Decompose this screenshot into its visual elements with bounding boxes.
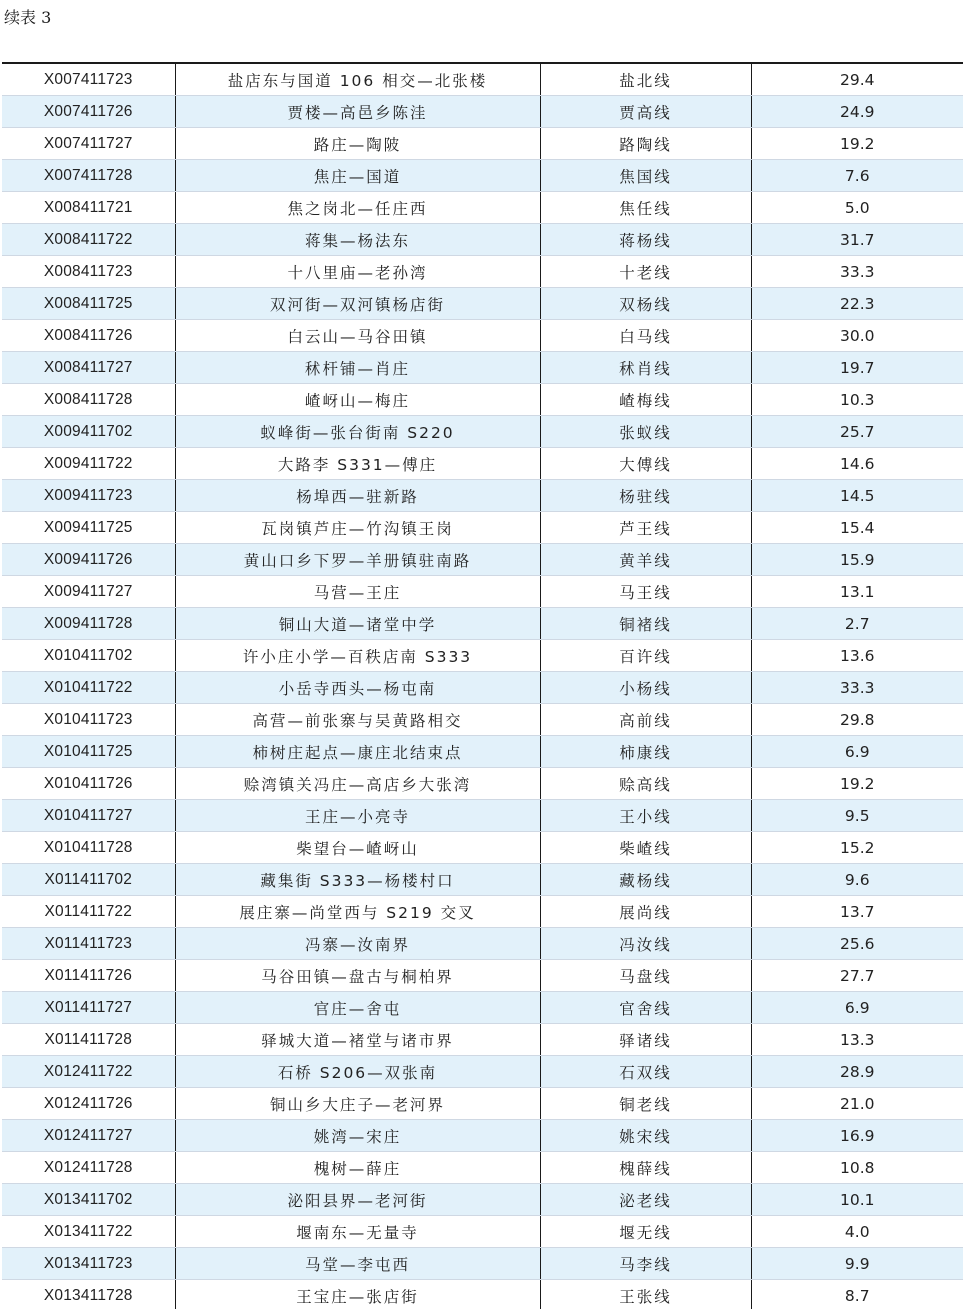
route-start-end-cell: 焦之岗北—任庄西 <box>175 192 540 224</box>
route-length-cell: 2.7 <box>751 608 963 640</box>
route-name-cell: 嵖梅线 <box>540 384 751 416</box>
route-name-cell: 铜褚线 <box>540 608 751 640</box>
route-start-end-cell: 杨埠西—驻新路 <box>175 480 540 512</box>
route-length-cell: 29.4 <box>751 64 963 96</box>
route-start-end-cell: 官庄—舍屯 <box>175 992 540 1024</box>
table-row <box>2 192 963 224</box>
table-row <box>2 672 963 704</box>
route-name-cell: 双杨线 <box>540 288 751 320</box>
route-length-cell: 31.7 <box>751 224 963 256</box>
route-length-cell: 13.1 <box>751 576 963 608</box>
route-length-cell: 24.9 <box>751 96 963 128</box>
route-length-cell: 29.8 <box>751 704 963 736</box>
route-length-cell: 6.9 <box>751 992 963 1024</box>
route-name-cell: 马李线 <box>540 1248 751 1280</box>
route-name-cell: 泌老线 <box>540 1184 751 1216</box>
route-code-cell: X012411727 <box>2 1120 175 1152</box>
route-name-cell: 展尚线 <box>540 896 751 928</box>
route-start-end-cell: 双河街—双河镇杨店街 <box>175 288 540 320</box>
table-row <box>2 1088 963 1120</box>
route-name-cell: 路陶线 <box>540 128 751 160</box>
route-start-end-cell: 泌阳县界—老河街 <box>175 1184 540 1216</box>
table-row <box>2 256 963 288</box>
route-length-cell: 25.7 <box>751 416 963 448</box>
route-name-cell: 张蚁线 <box>540 416 751 448</box>
route-code-cell: X013411723 <box>2 1248 175 1280</box>
table-row <box>2 832 963 864</box>
route-length-cell: 13.6 <box>751 640 963 672</box>
route-name-cell: 杨驻线 <box>540 480 751 512</box>
route-name-cell: 芦王线 <box>540 512 751 544</box>
route-code-cell: X013411728 <box>43 1286 133 1304</box>
route-code-cell: X010411722 <box>2 672 175 704</box>
route-code-cell: X007411726 <box>2 96 175 128</box>
route-length-cell: 30.0 <box>751 320 963 352</box>
table-row <box>2 128 963 160</box>
route-length-cell: 13.3 <box>751 1024 963 1056</box>
table-row <box>2 448 963 480</box>
road-table <box>2 64 963 1309</box>
route-name-cell: 赊高线 <box>540 768 751 800</box>
route-length-cell: 19.2 <box>751 768 963 800</box>
route-start-end-cell: 马堂—李屯西 <box>175 1248 540 1280</box>
route-length-cell: 21.0 <box>751 1088 963 1120</box>
road-table-container <box>2 62 963 1309</box>
route-name-cell: 柿康线 <box>540 736 751 768</box>
route-code-cell: X009411723 <box>2 480 175 512</box>
route-name-cell: 马盘线 <box>540 960 751 992</box>
route-code-cell: X008411722 <box>2 224 175 256</box>
route-code-cell: X013411702 <box>2 1184 175 1216</box>
route-start-end-cell: 蒋集—杨法东 <box>175 224 540 256</box>
route-code-cell: X008411723 <box>2 256 175 288</box>
route-length-cell: 22.3 <box>751 288 963 320</box>
route-code-cell: X007411723 <box>2 64 175 96</box>
table-row <box>2 1216 963 1248</box>
route-start-end-cell: 瓦岗镇芦庄—竹沟镇王岗 <box>175 512 540 544</box>
table-row <box>2 320 963 352</box>
route-name-cell: 大傅线 <box>540 448 751 480</box>
route-length-cell: 27.7 <box>751 960 963 992</box>
table-caption: 续表 3 <box>4 8 52 27</box>
route-start-end-cell: 嵖岈山—梅庄 <box>175 384 540 416</box>
route-name-cell: 焦国线 <box>540 160 751 192</box>
route-length-cell: 14.6 <box>751 448 963 480</box>
route-start-end-cell: 赊湾镇关冯庄—高店乡大张湾 <box>175 768 540 800</box>
route-name-cell: 冯汝线 <box>540 928 751 960</box>
route-start-end-cell: 驿城大道—褚堂与诸市界 <box>175 1024 540 1056</box>
route-code-cell: X008411727 <box>2 352 175 384</box>
route-start-end-cell: 铜山乡大庄子—老河界 <box>175 1088 540 1120</box>
route-start-end-cell: 蚁峰街—张台街南 S220 <box>175 416 540 448</box>
route-code-cell: X011411722 <box>2 896 175 928</box>
table-row <box>2 992 963 1024</box>
route-start-end-cell: 马营—王庄 <box>175 576 540 608</box>
route-name-cell: 藏杨线 <box>540 864 751 896</box>
route-start-end-cell: 铜山大道—诸堂中学 <box>175 608 540 640</box>
table-row <box>2 1152 963 1184</box>
route-code-cell: X010411726 <box>2 768 175 800</box>
table-row <box>2 640 963 672</box>
route-length-cell: 33.3 <box>751 672 963 704</box>
route-length-cell: 33.3 <box>751 256 963 288</box>
route-name-cell: 黄羊线 <box>540 544 751 576</box>
table-row <box>2 1056 963 1088</box>
route-start-end-cell: 秫杆铺—肖庄 <box>175 352 540 384</box>
route-length-cell: 28.9 <box>751 1056 963 1088</box>
route-name-cell: 铜老线 <box>540 1088 751 1120</box>
route-start-end-cell: 盐店东与国道 106 相交—北张楼 <box>175 64 540 96</box>
route-start-end-cell: 藏集街 S333—杨楼村口 <box>175 864 540 896</box>
route-length-cell: 9.5 <box>751 800 963 832</box>
route-code-cell: X007411728 <box>2 160 175 192</box>
route-code-cell: X009411727 <box>2 576 175 608</box>
route-start-end-cell: 高营—前张寨与吴黄路相交 <box>175 704 540 736</box>
route-code-cell: X009411722 <box>2 448 175 480</box>
table-row <box>2 800 963 832</box>
route-name-cell: 焦任线 <box>540 192 751 224</box>
route-start-end-cell: 大路李 S331—傅庄 <box>175 448 540 480</box>
route-start-end-cell: 贾楼—高邑乡陈洼 <box>175 96 540 128</box>
route-start-end-cell: 石桥 S206—双张南 <box>175 1056 540 1088</box>
route-code-cell: X007411727 <box>2 128 175 160</box>
table-row <box>2 96 963 128</box>
route-start-end-cell: 黄山口乡下罗—羊册镇驻南路 <box>175 544 540 576</box>
table-row <box>2 704 963 736</box>
route-name-cell: 小杨线 <box>540 672 751 704</box>
route-code-cell: X011411702 <box>2 864 175 896</box>
route-length-cell: 15.2 <box>751 832 963 864</box>
table-row <box>2 1184 963 1216</box>
table-row <box>2 416 963 448</box>
route-name-cell: 驿诸线 <box>540 1024 751 1056</box>
route-code-cell: X011411726 <box>2 960 175 992</box>
road-table-body <box>2 64 963 1309</box>
table-row <box>2 864 963 896</box>
route-name-cell: 十老线 <box>540 256 751 288</box>
route-start-end-cell: 王宝庄—张店街 <box>175 1280 540 1309</box>
table-row <box>2 928 963 960</box>
route-length-cell: 10.3 <box>751 384 963 416</box>
route-code-cell: X008411728 <box>2 384 175 416</box>
route-length-cell: 7.6 <box>751 160 963 192</box>
route-length-cell: 16.9 <box>751 1120 963 1152</box>
route-length-cell: 5.0 <box>751 192 963 224</box>
table-row <box>2 1120 963 1152</box>
route-code-cell: X012411728 <box>2 1152 175 1184</box>
route-name-cell: 柴嵖线 <box>540 832 751 864</box>
route-start-end-cell: 白云山—马谷田镇 <box>175 320 540 352</box>
table-row <box>2 576 963 608</box>
route-name-cell: 官舍线 <box>540 992 751 1024</box>
route-length-cell: 19.2 <box>751 128 963 160</box>
route-start-end-cell: 路庄—陶陂 <box>175 128 540 160</box>
table-row <box>2 224 963 256</box>
route-code-cell: X010411702 <box>2 640 175 672</box>
table-row <box>2 544 963 576</box>
route-start-end-cell: 柿树庄起点—康庄北结束点 <box>175 736 540 768</box>
route-start-end-cell: 槐树—薛庄 <box>175 1152 540 1184</box>
route-name-cell: 石双线 <box>540 1056 751 1088</box>
route-code-cell: X009411728 <box>2 608 175 640</box>
route-length-cell: 19.7 <box>751 352 963 384</box>
route-name-cell: 高前线 <box>540 704 751 736</box>
route-length-cell: 15.9 <box>751 544 963 576</box>
table-row <box>2 896 963 928</box>
route-name-cell: 白马线 <box>540 320 751 352</box>
route-length-cell: 13.7 <box>751 896 963 928</box>
route-length-cell: 9.9 <box>751 1248 963 1280</box>
route-name-cell: 蒋杨线 <box>540 224 751 256</box>
route-start-end-cell: 冯寨—汝南界 <box>175 928 540 960</box>
table-row <box>2 64 963 96</box>
table-row <box>2 352 963 384</box>
route-length-cell: 15.4 <box>751 512 963 544</box>
route-code-cell: X012411726 <box>2 1088 175 1120</box>
route-code-cell: X011411723 <box>2 928 175 960</box>
table-row <box>2 480 963 512</box>
route-name-cell: 贾高线 <box>540 96 751 128</box>
route-name-cell: 堰无线 <box>540 1216 751 1248</box>
table-row <box>2 1248 963 1280</box>
route-name-cell: 百许线 <box>540 640 751 672</box>
route-length-cell: 25.6 <box>751 928 963 960</box>
route-name-cell: 姚宋线 <box>540 1120 751 1152</box>
route-start-end-cell: 柴望台—嵖岈山 <box>175 832 540 864</box>
route-code-cell: X012411722 <box>2 1056 175 1088</box>
route-start-end-cell: 姚湾—宋庄 <box>175 1120 540 1152</box>
route-code-cell: X009411725 <box>2 512 175 544</box>
route-code-cell: X009411702 <box>2 416 175 448</box>
route-code-cell: X008411721 <box>2 192 175 224</box>
route-start-end-cell: 焦庄—国道 <box>175 160 540 192</box>
table-row <box>2 512 963 544</box>
route-length-cell: 14.5 <box>751 480 963 512</box>
table-row <box>2 608 963 640</box>
table-row <box>2 736 963 768</box>
route-code-cell: X010411727 <box>2 800 175 832</box>
route-length-cell: 4.0 <box>751 1216 963 1248</box>
route-start-end-cell: 王庄—小亮寺 <box>175 800 540 832</box>
route-length-cell: 9.6 <box>751 864 963 896</box>
route-code-cell: X010411725 <box>2 736 175 768</box>
table-row <box>2 1280 963 1309</box>
table-row <box>2 768 963 800</box>
route-start-end-cell: 展庄寨—尚堂西与 S219 交叉 <box>175 896 540 928</box>
route-length-cell: 6.9 <box>751 736 963 768</box>
route-length-cell: 10.8 <box>751 1152 963 1184</box>
route-start-end-cell: 小岳寺西头—杨屯南 <box>175 672 540 704</box>
route-code-cell: X010411723 <box>2 704 175 736</box>
route-name-cell: 马王线 <box>540 576 751 608</box>
route-name-cell: 王张线 <box>540 1280 751 1309</box>
table-row <box>2 384 963 416</box>
route-code-cell: X011411727 <box>2 992 175 1024</box>
route-name-cell: 王小线 <box>540 800 751 832</box>
route-start-end-cell: 十八里庙—老孙湾 <box>175 256 540 288</box>
table-row <box>2 288 963 320</box>
route-length-cell: 10.1 <box>751 1184 963 1216</box>
route-start-end-cell: 许小庄小学—百秩店南 S333 <box>175 640 540 672</box>
route-name-cell: 秫肖线 <box>540 352 751 384</box>
route-start-end-cell: 堰南东—无量寺 <box>175 1216 540 1248</box>
route-code-cell: X009411726 <box>2 544 175 576</box>
table-row <box>2 1024 963 1056</box>
table-row <box>2 160 963 192</box>
route-code-cell: X013411722 <box>2 1216 175 1248</box>
route-code-cell: X008411726 <box>2 320 175 352</box>
route-name-cell: 槐薛线 <box>540 1152 751 1184</box>
route-code-cell: X008411725 <box>2 288 175 320</box>
route-code-cell: X011411728 <box>2 1024 175 1056</box>
route-start-end-cell: 马谷田镇—盘古与桐柏界 <box>175 960 540 992</box>
route-length-cell: 8.7 <box>751 1280 963 1309</box>
route-code-cell: X010411728 <box>2 832 175 864</box>
table-row <box>2 960 963 992</box>
route-name-cell: 盐北线 <box>540 64 751 96</box>
